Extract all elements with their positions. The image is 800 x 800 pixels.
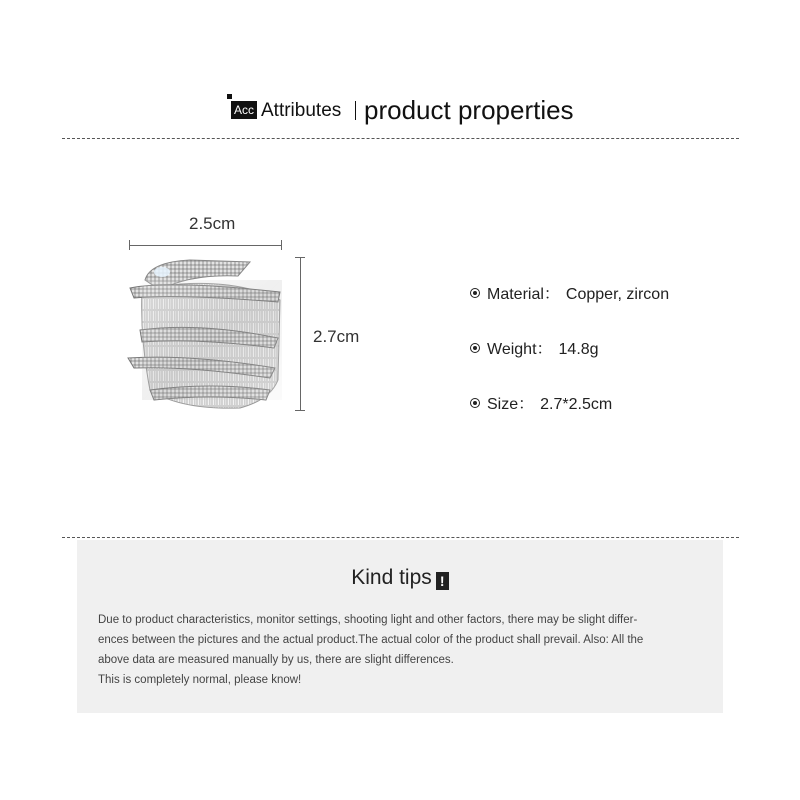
tips-line: ences between the pictures and the actual product.The actual color of the product shall prevail. Also: All the bbox=[98, 634, 644, 646]
property-weight bbox=[470, 338, 599, 362]
middle-divider bbox=[62, 537, 739, 538]
kind-tips-title bbox=[77, 566, 723, 590]
header-dot bbox=[227, 94, 232, 99]
property-label: Weight： bbox=[487, 341, 553, 358]
page-title: product properties bbox=[364, 95, 574, 125]
attributes-label: Attributes bbox=[261, 100, 342, 121]
height-tick-bottom bbox=[295, 410, 305, 411]
bullet-icon bbox=[470, 343, 480, 353]
height-label: 2.7cm bbox=[313, 327, 360, 346]
width-dimension-line bbox=[129, 245, 282, 246]
warning-icon: ! bbox=[436, 572, 449, 590]
top-divider bbox=[62, 138, 739, 139]
property-label: Material： bbox=[487, 286, 560, 303]
tips-line: Due to product characteristics, monitor settings, shooting light and other factors, there may be slight differ- bbox=[98, 614, 638, 626]
width-label: 2.5cm bbox=[189, 214, 236, 233]
kind-tips-title-text: Kind tips bbox=[351, 566, 432, 589]
kind-tips-box bbox=[77, 540, 723, 713]
property-label: Size： bbox=[487, 396, 535, 413]
ring-image bbox=[120, 250, 300, 420]
tips-line: above data are measured manually by us, there are slight differences. bbox=[98, 654, 454, 666]
height-dimension-line bbox=[300, 257, 301, 410]
height-tick-top bbox=[295, 257, 305, 258]
header-badge: Acc bbox=[231, 101, 257, 119]
kind-tips-text bbox=[98, 610, 708, 690]
width-tick-right bbox=[281, 240, 282, 250]
property-size bbox=[470, 393, 612, 417]
property-value: Copper, zircon bbox=[565, 286, 670, 303]
property-material bbox=[470, 283, 669, 307]
property-value: 2.7*2.5cm bbox=[540, 396, 613, 413]
header-separator bbox=[355, 101, 356, 120]
bullet-icon bbox=[470, 288, 480, 298]
tips-line: This is completely normal, please know! bbox=[98, 674, 302, 686]
bullet-icon bbox=[470, 398, 480, 408]
property-value: 14.8g bbox=[558, 341, 599, 358]
width-tick-left bbox=[129, 240, 130, 250]
